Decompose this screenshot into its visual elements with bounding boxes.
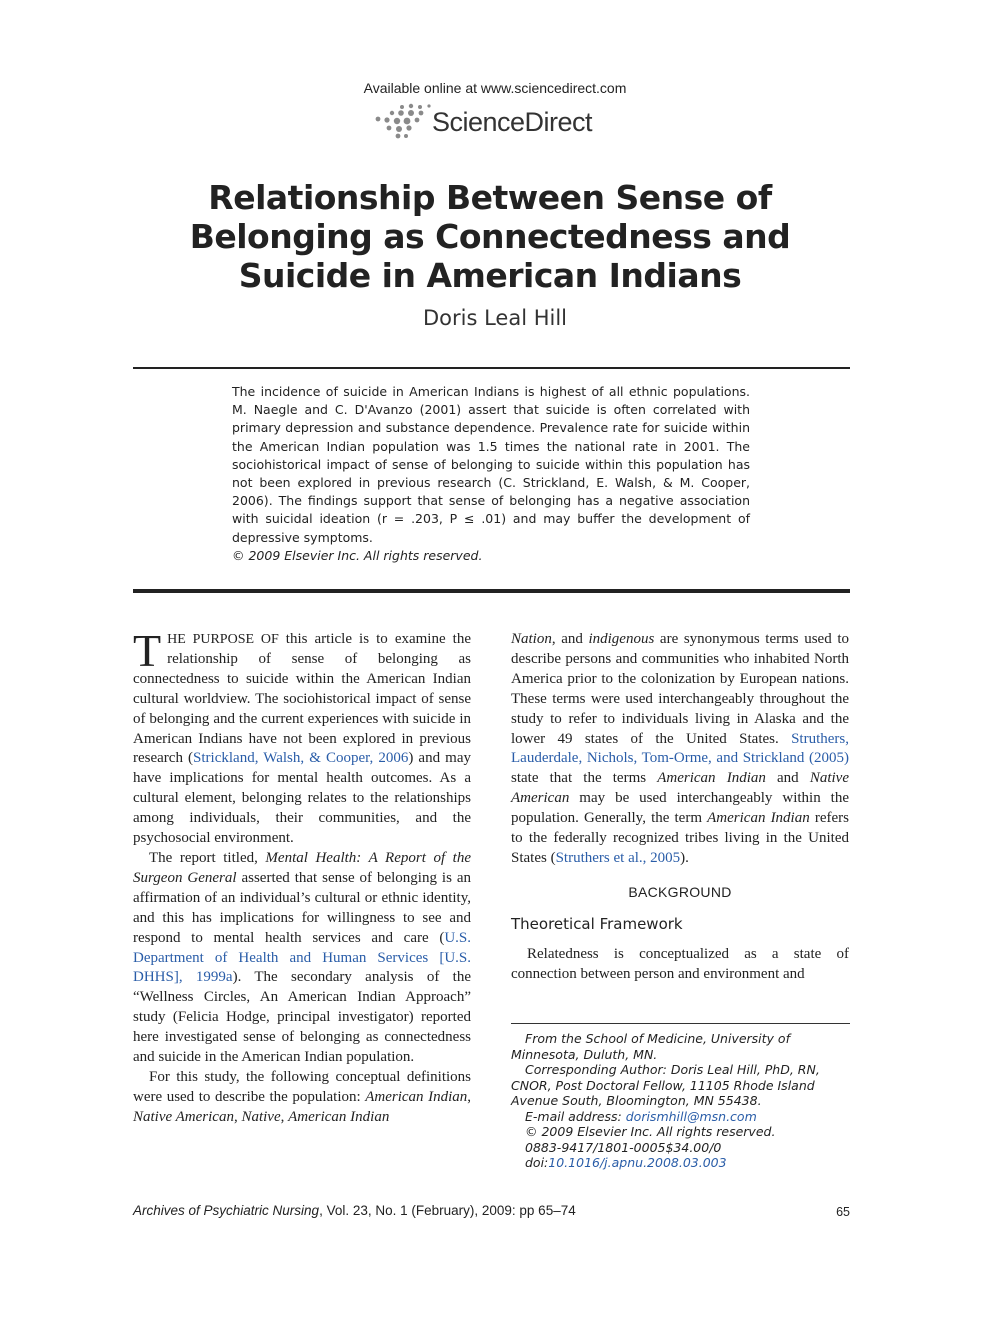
footnote-copyright: © 2009 Elsevier Inc. All rights reserved. — [525, 1124, 776, 1139]
text-run: state that the terms — [511, 770, 658, 787]
paragraph — [511, 630, 849, 869]
abstract-top-rule — [133, 367, 850, 369]
abstract-copyright: © 2009 Elsevier Inc. All rights reserved. — [232, 547, 483, 563]
citation-link[interactable]: U.S. Department of Health and Human Services [U.S. DHHS], 1999a — [133, 929, 471, 986]
journal-name: Archives of Psychiatric Nursing — [133, 1203, 320, 1218]
drop-cap: T — [133, 625, 162, 676]
paragraph — [133, 625, 472, 849]
term: American Indian — [365, 1088, 468, 1105]
term: American Indian — [288, 1108, 390, 1125]
text-run: and — [765, 770, 810, 787]
sciencedirect-dots-logo-icon — [372, 102, 436, 142]
term: Native American — [133, 1108, 234, 1125]
text-run: are synonymous terms used to describe persons and communities who inhabited North America prior to the colonization by European nations. These terms were used interchangeably throughout the study to refer to individuals living in Alaska and the lower 49 states of the United States. — [511, 631, 849, 747]
paragraph — [133, 1068, 471, 1128]
term: Nation — [511, 631, 552, 647]
paragraph: Relatedness is conceptualized as a state of connection between person and environment and — [511, 945, 849, 982]
term: indigenous — [588, 631, 655, 647]
footnote-rule — [511, 1023, 850, 1024]
citation-link[interactable]: Struthers et al., 2005 — [555, 849, 681, 866]
citation-link[interactable]: Struthers, Lauderdale, Nichols, Tom-Orme, and Strickland (2005) — [511, 730, 849, 767]
logo-wordmark: ScienceDirect — [432, 106, 593, 137]
term: American Indian — [707, 810, 810, 827]
text-run: ). — [680, 849, 689, 866]
doi-link[interactable]: 10.1016/j.apnu.2008.03.003 — [548, 1155, 727, 1170]
page-number: 65 — [836, 1205, 850, 1219]
doi-label: doi: — [525, 1155, 549, 1170]
article-author: Doris Leal Hill — [422, 306, 568, 330]
citation-link[interactable]: Strickland, Walsh, & Cooper, 2006 — [193, 750, 409, 767]
text-run: asserted that sense of belonging is an affirmation of an individual’s cultural or ethnic identity, and this has implications for willingness to see and respond to mental health services and care ( — [133, 869, 471, 946]
text-run: The report titled, — [149, 849, 266, 866]
text-run: , and — [551, 631, 589, 647]
abstract — [232, 383, 750, 565]
article-title: Relationship Between Sense of Belonging as Connectedness and Suicide in American Indians — [189, 178, 791, 295]
abstract-text: The incidence of suicide in American Indians is highest of all ethnic populations. M. Naegle and C. D'Avanzo (2001) assert that suicide is often correlated with primary depression and substance dependence. Prevalence rate for suicide within the American Indian population was 1.5 times the national rate in 2001. The sociohistorical impact of sense of belonging to suicide within this population has not been explored in previous research (C. Strickland, E. Walsh, & M. Cooper, 2006). The findings support that sense of belonging has a negative association with suicidal ideation (r = .203, P ≤ .01) and may buffer the development of depressive symptoms. — [232, 384, 750, 545]
report-title: Mental Health: A Report of the Surgeon General — [133, 849, 472, 886]
text-run: refers to the federally recognized tribes living in the United States ( — [511, 810, 849, 866]
text-run: For this study, the following conceptual definitions were used to describe the population: — [133, 1068, 471, 1105]
journal-details: , Vol. 23, No. 1 (February), 2009: pp 65–74 — [319, 1203, 576, 1218]
sciencedirect-logo[interactable] — [372, 100, 592, 144]
body-column-right — [511, 630, 849, 985]
text-run: may be used interchangeably within the population. Generally, the term — [511, 790, 849, 827]
email-label: E-mail address: — [525, 1108, 626, 1124]
footnote-corresponding-author: Corresponding Author: Doris Leal Hill, PhD, RN, CNOR, Post Doctoral Fellow, 11105 Rhode Island Avenue South, Bloomington, MN 55438. — [511, 1062, 820, 1108]
email-link[interactable]: dorismhill@msn.com — [625, 1108, 757, 1124]
footnote-affiliation: From the School of Medicine, University of Minnesota, Duluth, MN. — [511, 1031, 790, 1062]
available-online-notice: Available online at www.sciencedirect.com — [363, 80, 627, 96]
paragraph — [133, 849, 471, 1068]
text-run: , — [233, 1108, 242, 1125]
footnote-doi — [511, 1155, 850, 1171]
term: American Indian — [657, 770, 766, 787]
footnote-email — [511, 1109, 850, 1125]
journal-citation — [133, 1203, 576, 1218]
subsection-heading: Theoretical Framework — [511, 914, 683, 933]
text-run: ) and may have implications for mental health outcomes. As a cultural element, belonging relates to the relationships among individuals, their communities, and the psychosocial environment. — [133, 750, 471, 847]
section-heading: BACKGROUND — [628, 883, 732, 900]
text-run: , — [280, 1108, 289, 1125]
footnote-issn: 0883-9417/1801-0005$34.00/0 — [525, 1139, 722, 1155]
text-run: this article is to examine the relationship of sense of belonging as connectedness to suicide within the American Indian cultural worldview. The sociohistorical impact of sense of belonging and the current experiences with suicide in American Indians have not been explored in previous research ( — [133, 631, 472, 767]
term: Native — [241, 1108, 281, 1125]
body-column-left — [133, 625, 472, 1128]
lead-in-smallcaps: HE PURPOSE OF — [167, 632, 279, 647]
abstract-bottom-rule — [133, 589, 850, 593]
term: Native American — [511, 770, 849, 807]
text-run: , — [467, 1088, 471, 1105]
footnotes — [511, 1031, 850, 1171]
text-run: ). The secondary analysis of the “Wellness Circles, An American Indian Approach” study (Felicia Hodge, principal investigator) reported here investigated sense of belonging as connectedness and suicide in the American Indian population. — [133, 969, 471, 1066]
